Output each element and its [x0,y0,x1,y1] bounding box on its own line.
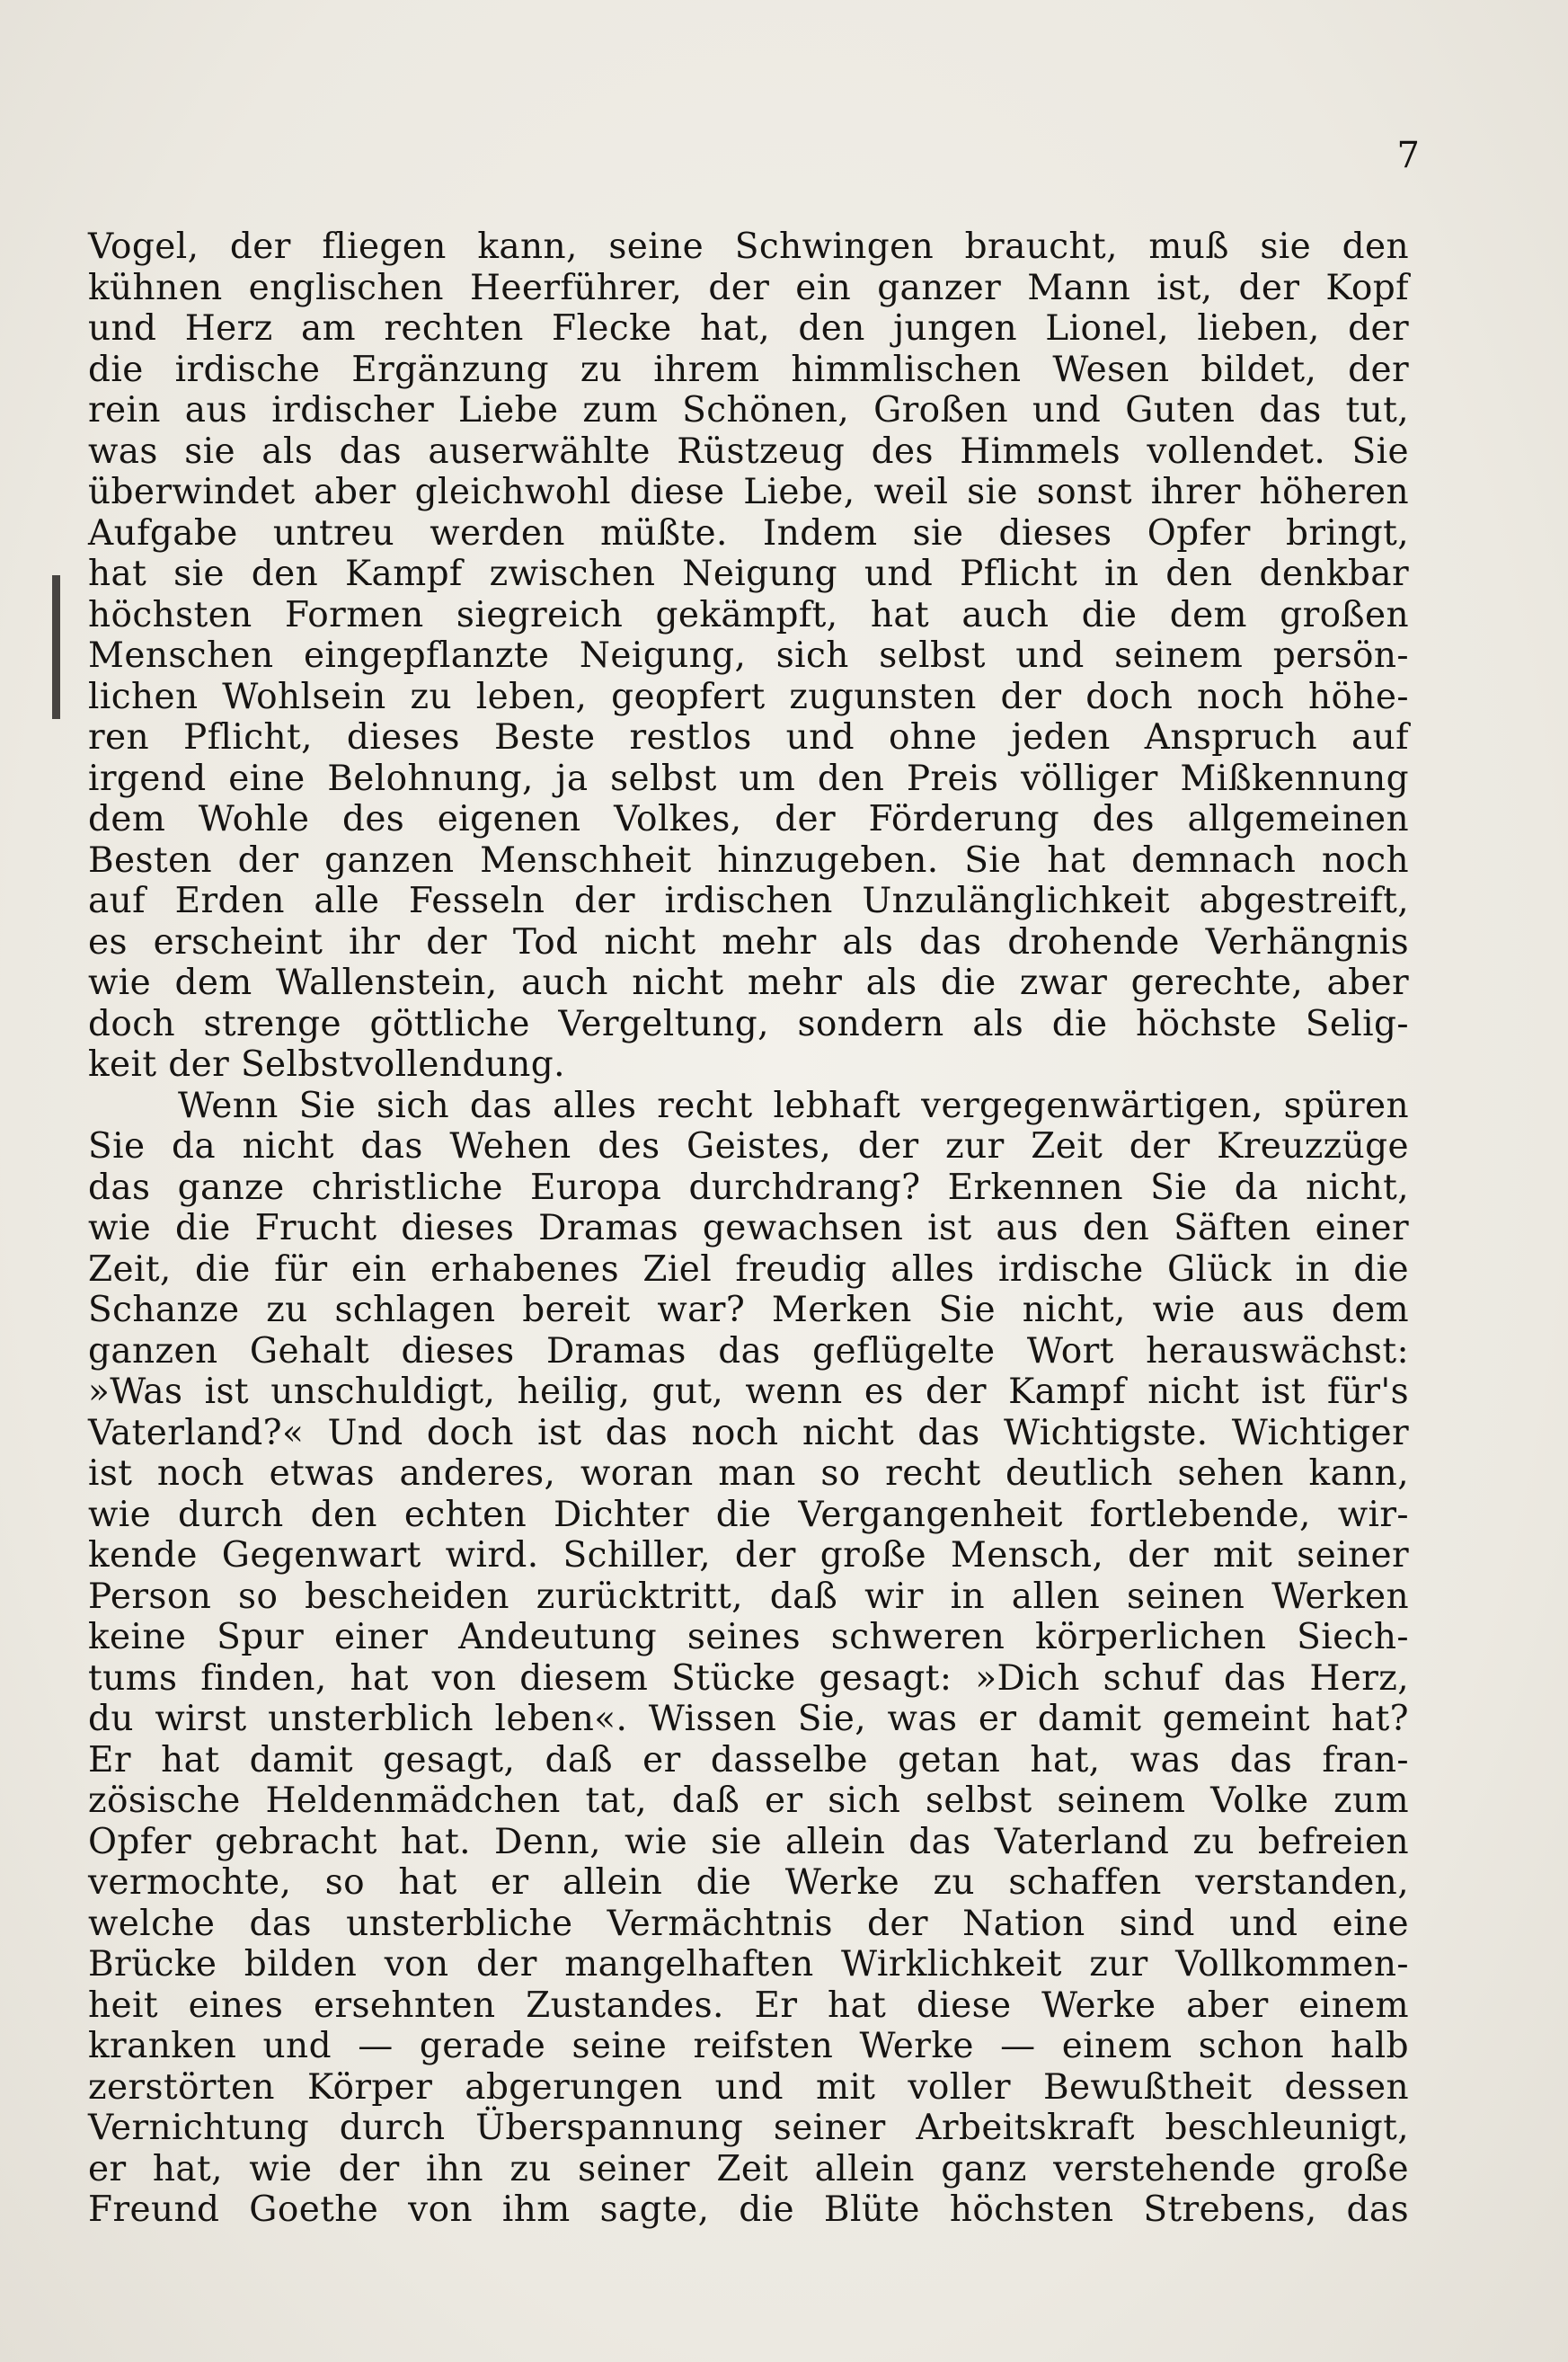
text-line: hat sie den Kampf zwischen Neigung und Pflicht in den denkbar [88,554,1409,594]
text-line: wie dem Wallenstein, auch nicht mehr als die zwar gerechte, aber [88,963,1409,1003]
text-line: Freund Goethe von ihm sagte, die Blüte höchsten Strebens, das [88,2189,1409,2230]
text-line: wie die Frucht dieses Dramas gewachsen ist aus den Säften einer [88,1208,1409,1248]
text-line: du wirst unsterblich leben«. Wissen Sie, was er damit gemeint hat? [88,1699,1409,1739]
text-line: Vogel, der fliegen kann, seine Schwingen braucht, muß sie den [88,226,1409,267]
text-line: rein aus irdischer Liebe zum Schönen, Großen und Guten das tut, [88,390,1409,431]
text-line: überwindet aber gleichwohl diese Liebe, weil sie sonst ihrer höheren [88,472,1409,512]
text-line: Menschen eingepflanzte Neigung, sich selbst und seinem persön- [88,635,1409,676]
text-line: wie durch den echten Dichter die Vergangenheit fortlebende, wir- [88,1494,1409,1535]
text-line: die irdische Ergänzung zu ihrem himmlischen Wesen bildet, der [88,349,1409,390]
text-line: ist noch etwas anderes, woran man so recht deutlich sehen kann, [88,1453,1409,1494]
text-line: Brücke bilden von der mangelhaften Wirklichkeit zur Vollkommen- [88,1944,1409,1985]
body-text [88,226,1409,2231]
text-line: höchsten Formen siegreich gekämpft, hat auch die dem großen [88,594,1409,635]
text-line: heit eines ersehnten Zustandes. Er hat diese Werke aber einem [88,1985,1409,2026]
text-line: kranken und — gerade seine reifsten Werke — einem schon halb [88,2026,1409,2066]
text-line: keine Spur einer Andeutung seines schweren körperlichen Siech- [88,1617,1409,1657]
text-line: Sie da nicht das Wehen des Geistes, der zur Zeit der Kreuzzüge [88,1126,1409,1167]
text-line: und Herz am rechten Flecke hat, den jungen Lionel, lieben, der [88,308,1409,349]
text-line: das ganze christliche Europa durchdrang? Erkennen Sie da nicht, [88,1167,1409,1208]
text-line: lichen Wohlsein zu leben, geopfert zugunsten der doch noch höhe- [88,676,1409,717]
text-line: Person so bescheiden zurücktritt, daß wir in allen seinen Werken [88,1576,1409,1617]
text-line: Vernichtung durch Überspannung seiner Arbeitskraft beschleunigt, [88,2108,1409,2148]
text-line: tums finden, hat von diesem Stücke gesagt: »Dich schuf das Herz, [88,1657,1409,1699]
text-line: Wenn Sie sich das alles recht lebhaft vergegenwärtigen, spüren [178,1085,1409,1126]
text-line: zerstörten Körper abgerungen und mit voller Bewußtheit dessen [88,2066,1409,2108]
text-line: ganzen Gehalt dieses Dramas das geflügelte Wort herauswächst: [88,1330,1409,1372]
text-line: was sie als das auserwählte Rüstzeug des Himmels vollendet. Sie [88,431,1409,472]
text-line: Schanze zu schlagen bereit war? Merken Sie nicht, wie aus dem [88,1290,1409,1330]
text-line: auf Erden alle Fesseln der irdischen Unzulänglichkeit abgestreift, [88,881,1409,921]
text-line: doch strenge göttliche Vergeltung, sondern als die höchste Selig- [88,1003,1409,1044]
text-line: ren Pflicht, dieses Beste restlos und ohne jeden Anspruch auf [88,717,1409,758]
text-line: irgend eine Belohnung, ja selbst um den Preis völliger Mißkennung [88,758,1409,799]
text-line: vermochte, so hat er allein die Werke zu schaffen verstanden, [88,1862,1409,1903]
text-line: welche das unsterbliche Vermächtnis der Nation sind und eine [88,1903,1409,1944]
text-line: Zeit, die für ein erhabenes Ziel freudig alles irdische Glück in die [88,1248,1409,1290]
text-line: dem Wohle des eigenen Volkes, der Förderung des allgemeinen [88,799,1409,839]
text-line: kühnen englischen Heerführer, der ein ganzer Mann ist, der Kopf [88,267,1409,308]
text-line: Er hat damit gesagt, daß er dasselbe getan hat, was das fran- [88,1739,1409,1780]
page-number: 7 [1396,135,1420,176]
text-line: »Was ist unschuldigt, heilig, gut, wenn es der Kampf nicht ist für's [88,1372,1409,1412]
text-line: Aufgabe untreu werden müßte. Indem sie dieses Opfer bringt, [88,512,1409,554]
text-line: es erscheint ihr der Tod nicht mehr als das drohende Verhängnis [88,921,1409,963]
margin-mark [52,575,60,719]
text-line: kende Gegenwart wird. Schiller, der große Mensch, der mit seiner [88,1535,1409,1576]
text-line: er hat, wie der ihn zu seiner Zeit allein ganz verstehende große [88,2148,1409,2189]
text-line: Besten der ganzen Menschheit hinzugeben. Sie hat demnach noch [88,839,1409,881]
text-line: keit der Selbstvollendung. [88,1044,565,1085]
text-line: Opfer gebracht hat. Denn, wie sie allein das Vaterland zu befreien [88,1821,1409,1862]
text-line: Vaterland?« Und doch ist das noch nicht das Wichtigste. Wichtiger [88,1412,1409,1453]
text-line: zösische Heldenmädchen tat, daß er sich selbst seinem Volke zum [88,1780,1409,1821]
